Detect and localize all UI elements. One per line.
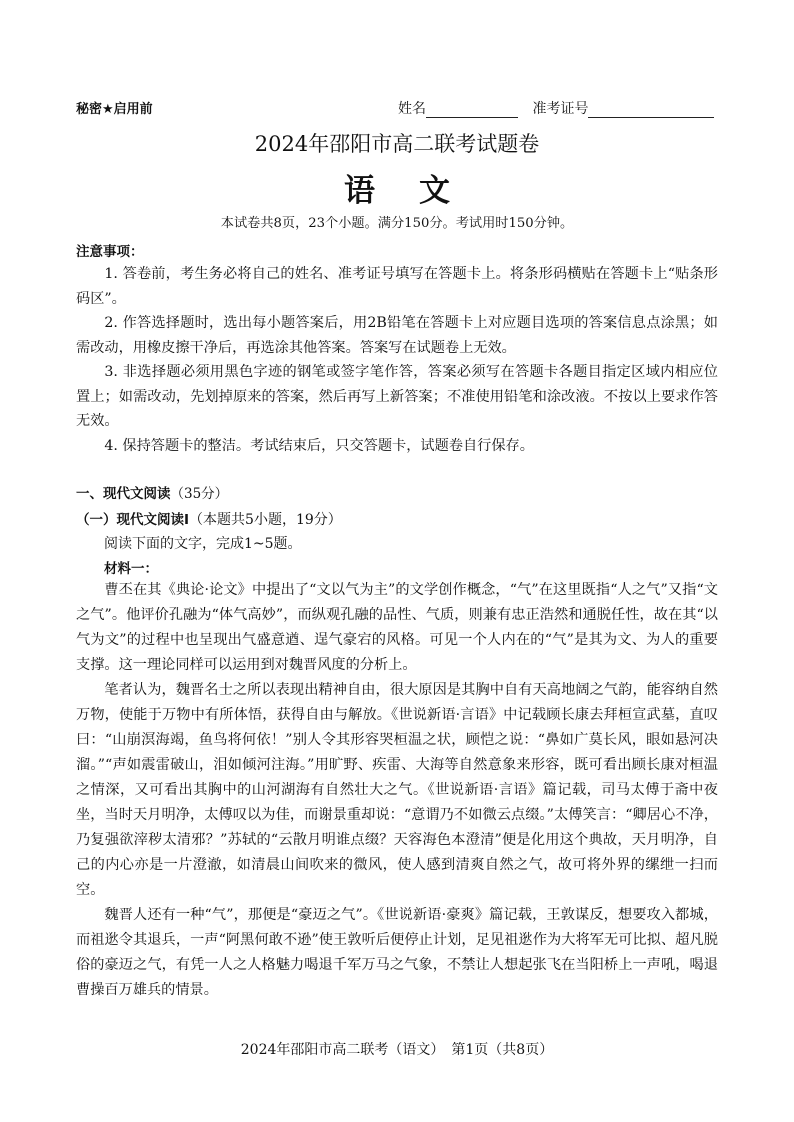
section-points: （35分）: [170, 486, 229, 502]
exam-title: 2024年邵阳市高二联考试题卷: [254, 132, 540, 156]
reading-instruction: 阅读下面的文字，完成1~5题。: [104, 536, 302, 552]
subject-char-2: 文: [419, 173, 450, 209]
material-label: 材料一：: [104, 561, 158, 577]
subsection-heading: [76, 508, 342, 529]
note-item: 2. 作答选择题时，选出每小题答案后，用2B铅笔在答题卡上对应题目选项的答案信息点涂黑；如需改动，用橡皮擦干净后，再选涂其他答案。答案写在试题卷上无效。: [76, 315, 718, 356]
section-title: 一、现代文阅读: [76, 486, 171, 502]
notes-list: [76, 262, 718, 458]
note-item: 1. 答卷前，考生务必将自己的姓名、准考证号填写在答题卡上。将条形码横贴在答题卡上“贴条形码区”。: [76, 266, 718, 307]
id-label: 准考证号: [532, 101, 589, 117]
note-item: 3. 非选择题必须用黑色字迹的钢笔或签字笔作答，答案必须写在答题卡各题目指定区域内相应位置上；如需改动，先划掉原来的答案，然后再写上新答案；不准使用铅笔和涂改液。不按以上要求作答无效。: [76, 364, 718, 429]
page-footer: 2024年邵阳市高二联考（语文） 第1页（共8页）: [240, 1042, 554, 1058]
confidential-label: 秘密★启用前: [76, 102, 153, 117]
subsection-title: （一）现代文阅读Ⅰ: [76, 512, 190, 528]
passage-body: [76, 578, 718, 1003]
exam-intro: 本试卷共8页，23个小题。满分150分。考试用时150分钟。: [220, 216, 574, 231]
passage-paragraph: 魏晋人还有一种“气”，那便是“豪迈之气”。《世说新语·豪爽》篇记载，王敦谋反，想要攻入都城，而祖逖令其退兵，一声“阿黑何敢不逊”使王敦听后便停止计划，足见祖逖作为大将军无可比拟、超凡脱俗的豪迈之气，有凭一人之人格魅力喝退千军万马之气象，不禁让人想起张飞在当阳桥上一声吼，喝退曹操百万雄兵的情景。: [76, 907, 718, 998]
subsection-info: （本题共5小题，19分）: [189, 512, 342, 528]
section-heading: [76, 482, 228, 502]
note-item: 4. 保持答题卡的整洁。考试结束后，只交答题卡，试题卷自行保存。: [104, 437, 534, 454]
page-header: [76, 98, 718, 118]
subject-title: [0, 165, 794, 210]
passage-paragraph: 笔者认为，魏晋名士之所以表现出精神自由，很大原因是其胸中自有天高地阔之气韵，能容纳自然万物，使能于万物中有所体悟，获得自由与解放。《世说新语·言语》中记载顾长康去拜桓宣武墓，直叹曰：“山崩溟海竭，鱼鸟将何依！”别人令其形容哭桓温之状，顾恺之说：“鼻如广莫长风，眼如悬河决溜。”“声如震雷破山，泪如倾河注海。”用旷野、疾雷、大海等自然意象来形容，既可看出顾长康对桓温之情深，又可看出其胸中的山河湖海有自然壮大之气。《世说新语·言语》篇记载，司马太傅于斋中夜坐，当时天月明净，太傅叹以为佳，而谢景重却说：“意谓乃不如微云点缀。”太傅笑言：“卿居心不净，乃复强欲滓秽太清邪？”苏轼的“云散月明谁点缀？天容海色本澄清”便是化用这个典故，天月明净，自己的内心亦是一片澄澈，如清晨山间吹来的微风，使人感到清爽自然之气，故可将外界的缧绁一扫而空。: [76, 682, 718, 898]
passage-paragraph: 曹丕在其《典论·论文》中提出了“文以气为主”的文学创作概念，“气”在这里既指“人之气”又指“文之气”。他评价孔融为“体气高妙”，而纵观孔融的品性、气质，则兼有忠正浩然和通脱任性，故在其“以气为文”的过程中也呈现出气盛意遒、逞气豪宕的风格。可见一个人内在的“气”是其为文、为人的重要支撑。这一理论同样可以运用到对魏晋风度的分析上。: [76, 582, 718, 673]
notes-heading: 注意事项：: [76, 244, 144, 260]
candidate-fields: [398, 98, 714, 118]
id-blank[interactable]: [588, 103, 714, 118]
name-label: 姓名: [398, 101, 426, 117]
subject-char-1: 语: [344, 173, 375, 209]
name-blank[interactable]: [426, 103, 518, 118]
